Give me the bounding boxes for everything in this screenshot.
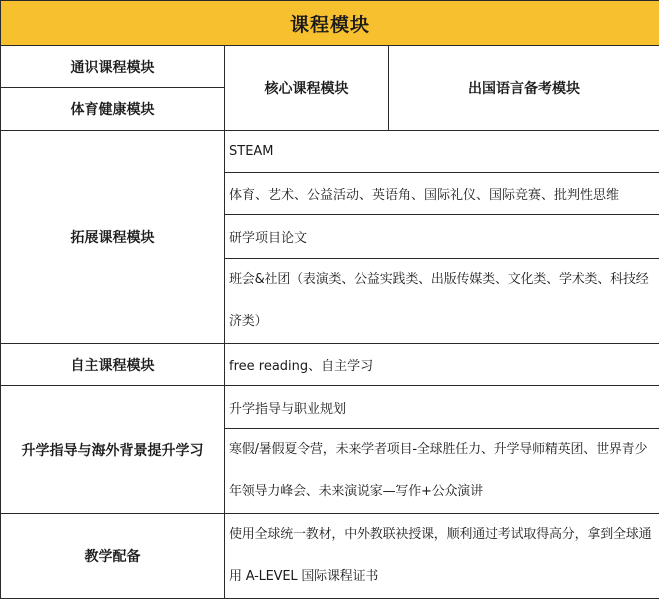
- module-core: 核心课程模块: [225, 46, 389, 131]
- guidance-item-programs: 寒假/暑假夏令营，未来学者项目-全球胜任力、升学导师精英团、世界青少年领导力峰会、未来演说家—写作+公众演讲: [225, 429, 659, 514]
- module-guidance-label: 升学指导与海外背景提升学习: [1, 386, 225, 514]
- guidance-item-career: 升学指导与职业规划: [225, 386, 659, 429]
- module-language-prep: 出国语言备考模块: [389, 46, 659, 131]
- extension-item-steam: STEAM: [225, 131, 659, 173]
- table-title: 课程模块: [1, 1, 659, 46]
- module-pe-health: 体育健康模块: [1, 88, 225, 131]
- teaching-item: 使用全球统一教材，中外教联袂授课，顺利通过考试取得高分，拿到全球通用 A-LEVEL 国际课程证书: [225, 514, 659, 599]
- extension-item-clubs: 班会&社团（表演类、公益实践类、出版传媒类、文化类、学术类、科技经济类）: [225, 259, 659, 344]
- module-self-study-label: 自主课程模块: [1, 344, 225, 386]
- extension-item-activities: 体育、艺术、公益活动、英语角、国际礼仪、国际竞赛、批判性思维: [225, 173, 659, 215]
- extension-item-research: 研学项目论文: [225, 215, 659, 259]
- module-teaching-label: 教学配备: [1, 514, 225, 599]
- module-general: 通识课程模块: [1, 46, 225, 88]
- self-study-item: free reading、自主学习: [225, 344, 659, 386]
- module-extension-label: 拓展课程模块: [1, 131, 225, 344]
